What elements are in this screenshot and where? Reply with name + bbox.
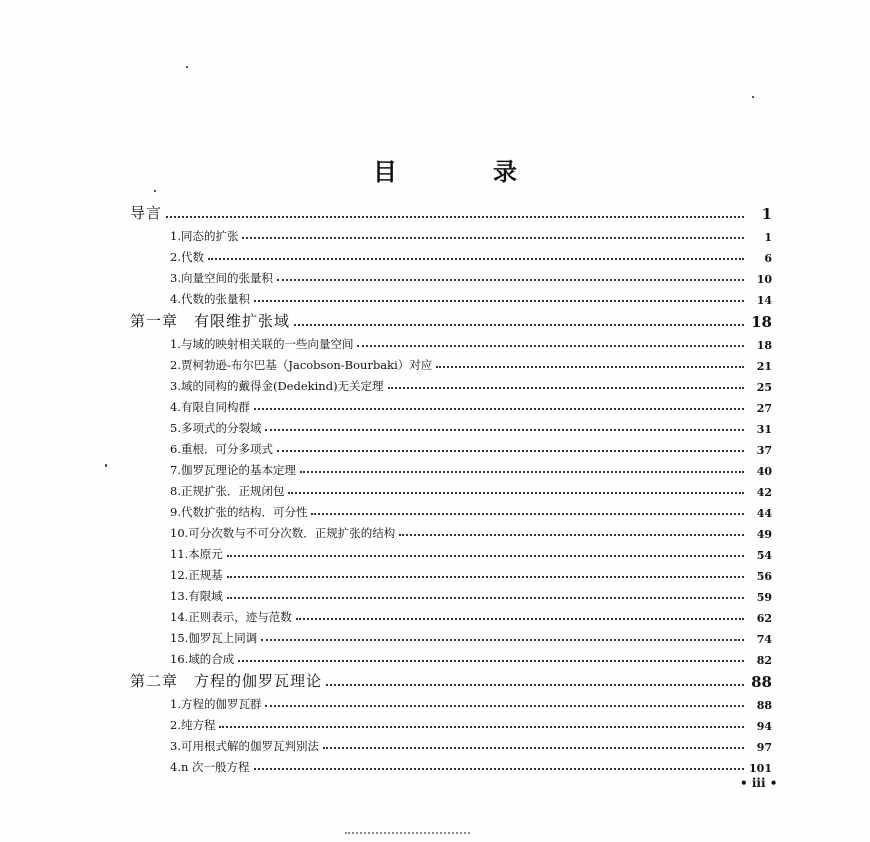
toc-entry-page: 27 — [756, 402, 772, 415]
page-title — [0, 152, 870, 187]
toc-section-entry — [130, 733, 772, 754]
toc-section-entry — [130, 244, 772, 265]
toc-entry-label: 11.本原元 — [170, 547, 223, 561]
leader-dots — [399, 534, 744, 536]
toc-entry-page: 18 — [751, 313, 772, 331]
toc-entry-label: 导言 — [130, 204, 163, 222]
toc-entry-label: 1.同态的扩张 — [170, 229, 239, 243]
toc-section-entry — [130, 691, 772, 712]
leader-dots — [265, 429, 744, 431]
toc-entry-page: 54 — [756, 549, 772, 562]
toc-entry-page: 74 — [756, 633, 772, 646]
toc-entry-label: 2.代数 — [170, 250, 204, 264]
toc-entry-label: 4.有限自同构群 — [170, 400, 250, 414]
toc-section-entry — [130, 583, 772, 604]
toc-entry-page: 1 — [764, 231, 772, 244]
toc-entry-label: 3.向量空间的张量积 — [170, 271, 273, 285]
leader-dots — [238, 660, 744, 662]
toc-entry-page: 59 — [756, 591, 772, 604]
leader-dots — [296, 618, 744, 620]
toc-section-entry — [130, 754, 772, 775]
toc-section-entry — [130, 223, 772, 244]
leader-dots — [277, 450, 744, 452]
leader-dots — [254, 768, 744, 770]
toc-entry-label: 第一章 有限维扩张域 — [130, 312, 291, 330]
toc-section-entry — [130, 373, 772, 394]
toc-entry-page: 88 — [756, 699, 772, 712]
toc-section-entry — [130, 541, 772, 562]
toc-entry-page: 21 — [756, 360, 772, 373]
toc-entry-label: 5.多项式的分裂域 — [170, 421, 262, 435]
toc-entry-label: 8.正规扩张．正规闭包 — [170, 484, 285, 498]
leader-dots — [436, 366, 744, 368]
toc-entry-page: 25 — [756, 381, 772, 394]
scan-speck — [186, 66, 188, 68]
toc-section-entry — [130, 562, 772, 583]
scan-speck — [735, 639, 737, 641]
toc-entry-page: 49 — [756, 528, 772, 541]
scan-speck — [154, 190, 156, 192]
leader-dots — [326, 684, 744, 686]
toc-section-entry — [130, 415, 772, 436]
leader-dots — [227, 597, 744, 599]
toc-entry-page: 42 — [756, 486, 772, 499]
toc-entry-page: 82 — [756, 654, 772, 667]
toc-entry-page: 56 — [756, 570, 772, 583]
leader-dots — [323, 747, 744, 749]
leader-dots — [388, 387, 744, 389]
toc-entry-label: 3.可用根式解的伽罗瓦判别法 — [170, 739, 319, 753]
toc-section-entry — [130, 520, 772, 541]
toc-entry-label: 1.与域的映射相关联的一些向量空间 — [170, 337, 354, 351]
toc-chapter-entry — [130, 199, 772, 223]
leader-dots — [208, 258, 744, 260]
scan-speck — [752, 96, 754, 98]
toc-section-entry — [130, 478, 772, 499]
toc-section-entry — [130, 457, 772, 478]
leader-dots — [311, 513, 744, 515]
toc-section-entry — [130, 286, 772, 307]
scan-artifact — [345, 830, 470, 834]
toc-section-entry — [130, 265, 772, 286]
leader-dots — [294, 324, 744, 326]
toc-entry-label: 7.伽罗瓦理论的基本定理 — [170, 463, 296, 477]
toc-section-entry — [130, 394, 772, 415]
leader-dots — [357, 345, 744, 347]
toc-entry-label: 1.方程的伽罗瓦群 — [170, 697, 262, 711]
page-folio: • iii • — [740, 776, 778, 790]
toc-entry-page: 18 — [756, 339, 772, 352]
title-char-1: 目 — [373, 157, 397, 186]
toc-chapter-entry — [130, 667, 772, 691]
leader-dots — [227, 555, 744, 557]
toc-entry-label: 13.有限域 — [170, 589, 223, 603]
scan-speck — [105, 464, 107, 467]
toc-entry-page: 6 — [764, 252, 772, 265]
toc-entry-page: 10 — [756, 273, 772, 286]
toc-entry-page: 97 — [756, 741, 772, 754]
toc-entry-page: 31 — [756, 423, 772, 436]
toc-entry-page: 40 — [756, 465, 772, 478]
leader-dots — [166, 216, 744, 218]
leader-dots — [254, 408, 744, 410]
leader-dots — [242, 237, 744, 239]
toc-entry-label: 6.重根．可分多项式 — [170, 442, 273, 456]
toc-entry-label: 4.代数的张量积 — [170, 292, 250, 306]
toc-entry-label: 15.伽罗瓦上同调 — [170, 631, 258, 645]
leader-dots — [254, 300, 744, 302]
toc-entry-page: 62 — [756, 612, 772, 625]
toc-entry-label: 4.n 次一般方程 — [170, 760, 250, 774]
toc-entry-label: 16.域的合成 — [170, 652, 235, 666]
toc-section-entry — [130, 646, 772, 667]
toc-section-entry — [130, 436, 772, 457]
toc-entry-page: 101 — [749, 762, 772, 775]
title-char-2: 录 — [493, 157, 517, 186]
leader-dots — [288, 492, 744, 494]
toc-entry-label: 12.正规基 — [170, 568, 223, 582]
toc-entry-label: 2.贾柯勃逊-布尔巴基（Jacobson-Bourbaki）对应 — [170, 358, 433, 372]
toc-entry-label: 14.正则表示，迹与范数 — [170, 610, 292, 624]
toc-entry-page: 44 — [756, 507, 772, 520]
leader-dots — [300, 471, 744, 473]
leader-dots — [277, 279, 744, 281]
toc-section-entry — [130, 712, 772, 733]
table-of-contents — [130, 199, 772, 775]
leader-dots — [219, 726, 744, 728]
toc-entry-label: 第二章 方程的伽罗瓦理论 — [130, 672, 323, 690]
toc-section-entry — [130, 499, 772, 520]
toc-section-entry — [130, 352, 772, 373]
leader-dots — [265, 705, 744, 707]
toc-entry-label: 3.域的同构的戴得金(Dedekind)无关定理 — [170, 379, 384, 393]
toc-chapter-entry — [130, 307, 772, 331]
toc-entry-page: 14 — [756, 294, 772, 307]
toc-entry-page: 37 — [756, 444, 772, 457]
leader-dots — [227, 576, 744, 578]
toc-entry-page: 88 — [751, 673, 772, 691]
toc-section-entry — [130, 604, 772, 625]
toc-entry-label: 10.可分次数与不可分次数．正规扩张的结构 — [170, 526, 396, 540]
toc-entry-page: 1 — [761, 205, 772, 223]
toc-entry-page: 94 — [756, 720, 772, 733]
toc-section-entry — [130, 625, 772, 646]
toc-section-entry — [130, 331, 772, 352]
toc-entry-label: 9.代数扩张的结构．可分性 — [170, 505, 308, 519]
leader-dots — [261, 639, 744, 641]
toc-entry-label: 2.纯方程 — [170, 718, 216, 732]
